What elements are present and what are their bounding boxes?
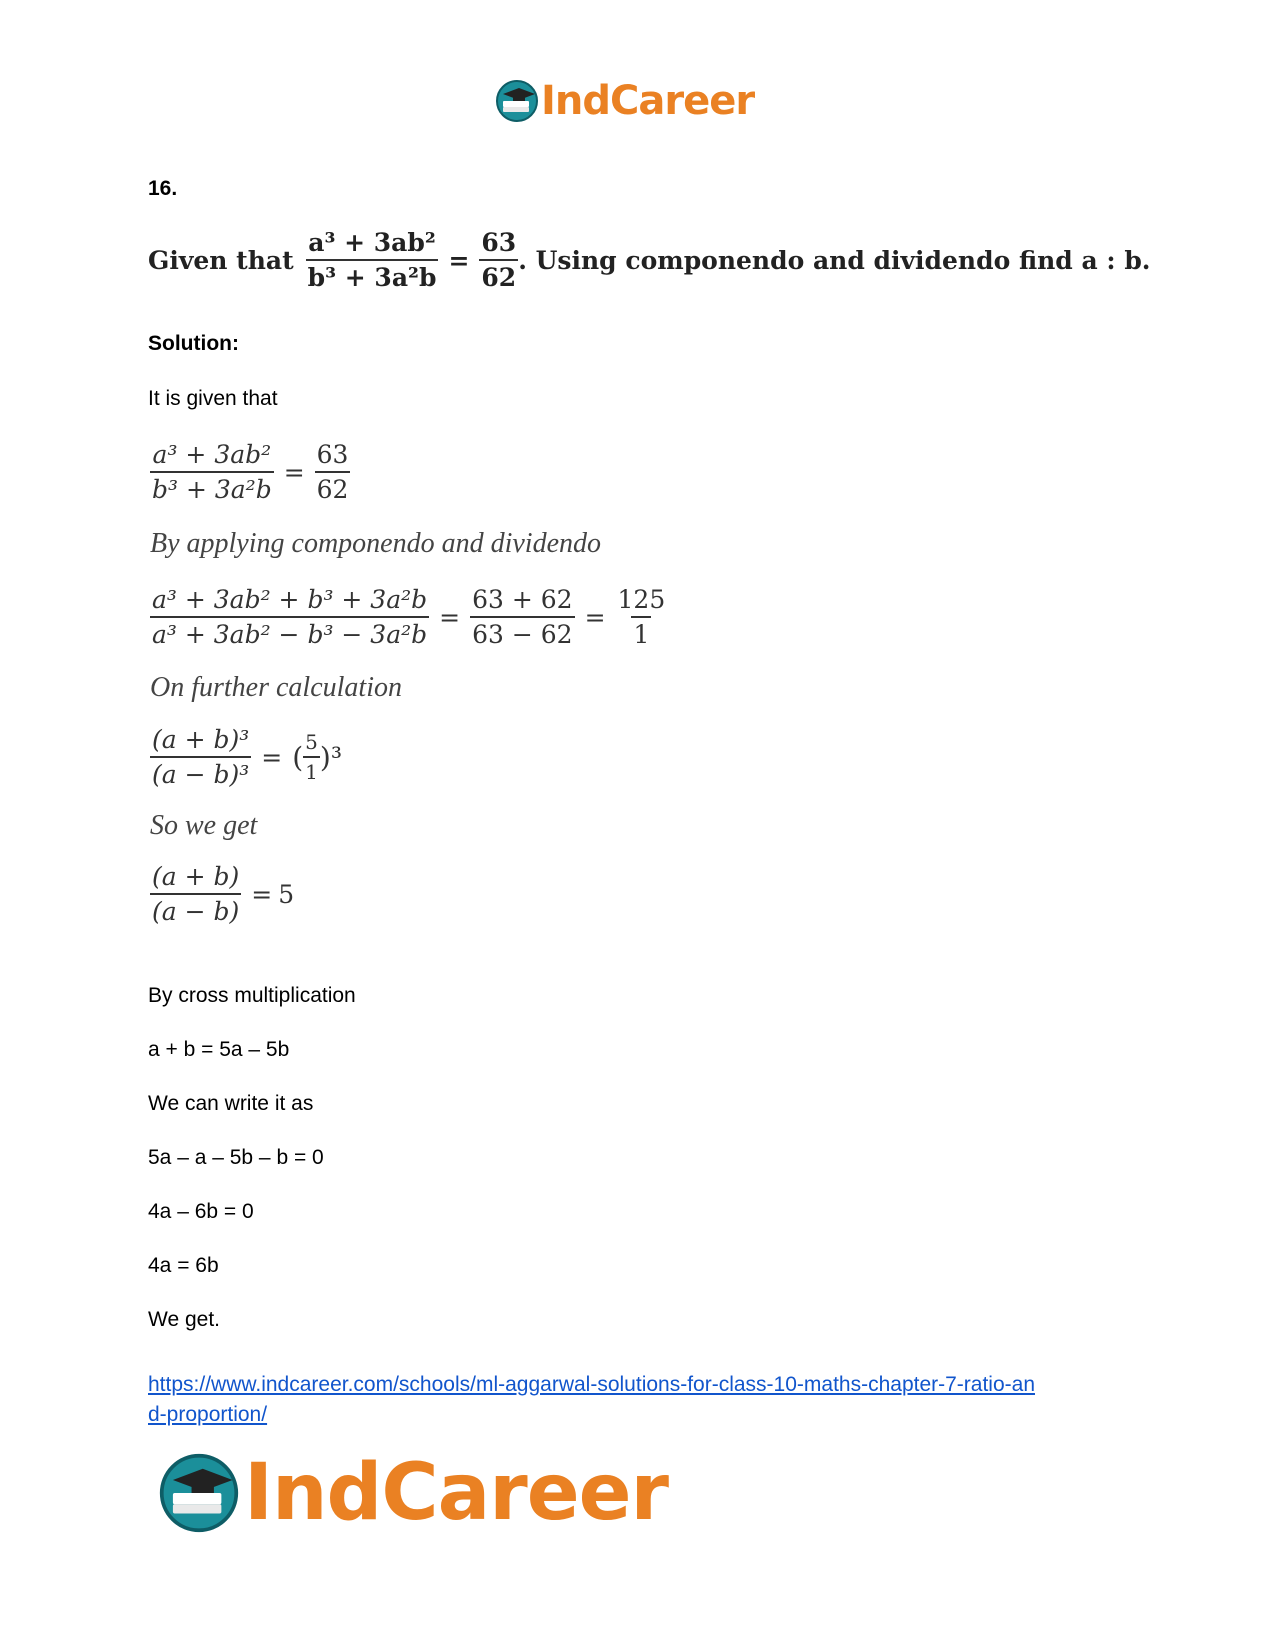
equation-cubes-rhs-close: )³ bbox=[319, 740, 343, 774]
equals-sign: = bbox=[584, 602, 606, 632]
equation-ratio bbox=[150, 862, 294, 926]
question-statement bbox=[148, 228, 1151, 292]
equation-ratio-fraction bbox=[150, 862, 241, 926]
step-so-we-get-text: So we get bbox=[150, 810, 258, 841]
equation-componendo bbox=[150, 585, 667, 649]
question-fraction-numerator: a³ + 3ab² bbox=[308, 228, 436, 257]
source-link-line2: d-proportion/ bbox=[148, 1403, 268, 1426]
equation-ratio-denominator: (a − b) bbox=[150, 893, 241, 926]
question-number: 16. bbox=[148, 177, 178, 200]
equation-componendo-numerator: a³ + 3ab² + b³ + 3a²b bbox=[152, 585, 428, 614]
equation-cubes-rhs-numerator: 5 bbox=[305, 730, 318, 754]
equals-sign: = bbox=[439, 602, 461, 632]
header-logo-text: IndCareer bbox=[541, 78, 755, 124]
equation-cubes bbox=[150, 725, 342, 789]
solution-line: We get. bbox=[148, 1308, 220, 1331]
equation-componendo-mid-denominator: 63 − 62 bbox=[470, 616, 574, 649]
solution-line: 5a – a – 5b – b = 0 bbox=[148, 1146, 324, 1169]
equation-given-rhs-denominator: 62 bbox=[315, 471, 351, 504]
question-rhs-fraction bbox=[479, 228, 518, 292]
equals-sign: = bbox=[261, 742, 283, 772]
equals-sign: = bbox=[251, 879, 273, 909]
equation-given-numerator: a³ + 3ab² bbox=[152, 440, 272, 469]
footer-logo bbox=[158, 1448, 668, 1538]
header-logo bbox=[495, 78, 754, 124]
step-further-calculation-text: On further calculation bbox=[150, 672, 402, 703]
equation-componendo-fraction bbox=[150, 585, 429, 649]
equation-cubes-rhs-open: ( bbox=[292, 740, 304, 774]
graduation-book-icon bbox=[495, 79, 539, 123]
equation-given-fraction bbox=[150, 440, 274, 504]
solution-line: 4a – 6b = 0 bbox=[148, 1200, 254, 1223]
source-link[interactable] bbox=[148, 1370, 1148, 1430]
solution-line: a + b = 5a – 5b bbox=[148, 1038, 290, 1061]
equation-cubes-fraction bbox=[150, 725, 251, 789]
equation-given-denominator: b³ + 3a²b bbox=[150, 471, 274, 504]
solution-intro: It is given that bbox=[148, 387, 278, 410]
equation-componendo-denominator: a³ + 3ab² − b³ − 3a²b bbox=[150, 616, 429, 649]
source-link-line1: https://www.indcareer.com/schools/ml-aggarwal-solutions-for-class-10-maths-chapter-7-ratio-an bbox=[148, 1373, 1035, 1396]
question-suffix: . Using componendo and dividendo find a : b. bbox=[518, 245, 1151, 275]
equation-given-rhs-numerator: 63 bbox=[316, 440, 349, 469]
equation-given bbox=[150, 440, 350, 504]
solution-line: We can write it as bbox=[148, 1092, 314, 1115]
question-rhs-numerator: 63 bbox=[481, 228, 517, 257]
graduation-book-icon bbox=[158, 1452, 240, 1534]
question-prefix: Given that bbox=[148, 245, 294, 275]
solution-line: 4a = 6b bbox=[148, 1254, 219, 1277]
equation-componendo-rhs-denominator: 1 bbox=[631, 616, 651, 649]
solution-line: By cross multiplication bbox=[148, 984, 356, 1007]
question-fraction bbox=[306, 228, 439, 292]
equation-cubes-denominator: (a − b)³ bbox=[150, 756, 251, 789]
equation-ratio-rhs: 5 bbox=[278, 879, 295, 909]
footer-logo-text: IndCareer bbox=[244, 1448, 668, 1538]
equation-cubes-numerator: (a + b)³ bbox=[152, 725, 250, 754]
equation-given-rhs bbox=[315, 440, 351, 504]
step-componendo-text: By applying componendo and dividendo bbox=[150, 528, 602, 559]
question-fraction-denominator: b³ + 3a²b bbox=[306, 259, 439, 292]
equals-sign: = bbox=[448, 245, 470, 275]
equation-componendo-rhs bbox=[616, 585, 668, 649]
question-rhs-denominator: 62 bbox=[479, 259, 518, 292]
equation-componendo-mid bbox=[470, 585, 574, 649]
equation-componendo-mid-numerator: 63 + 62 bbox=[472, 585, 573, 614]
solution-label: Solution: bbox=[148, 332, 239, 355]
equation-componendo-rhs-numerator: 125 bbox=[617, 585, 666, 614]
equals-sign: = bbox=[283, 457, 305, 487]
equation-ratio-numerator: (a + b) bbox=[152, 862, 240, 891]
equation-cubes-rhs-denominator: 1 bbox=[303, 756, 320, 784]
equation-cubes-rhs-fraction bbox=[303, 730, 320, 784]
